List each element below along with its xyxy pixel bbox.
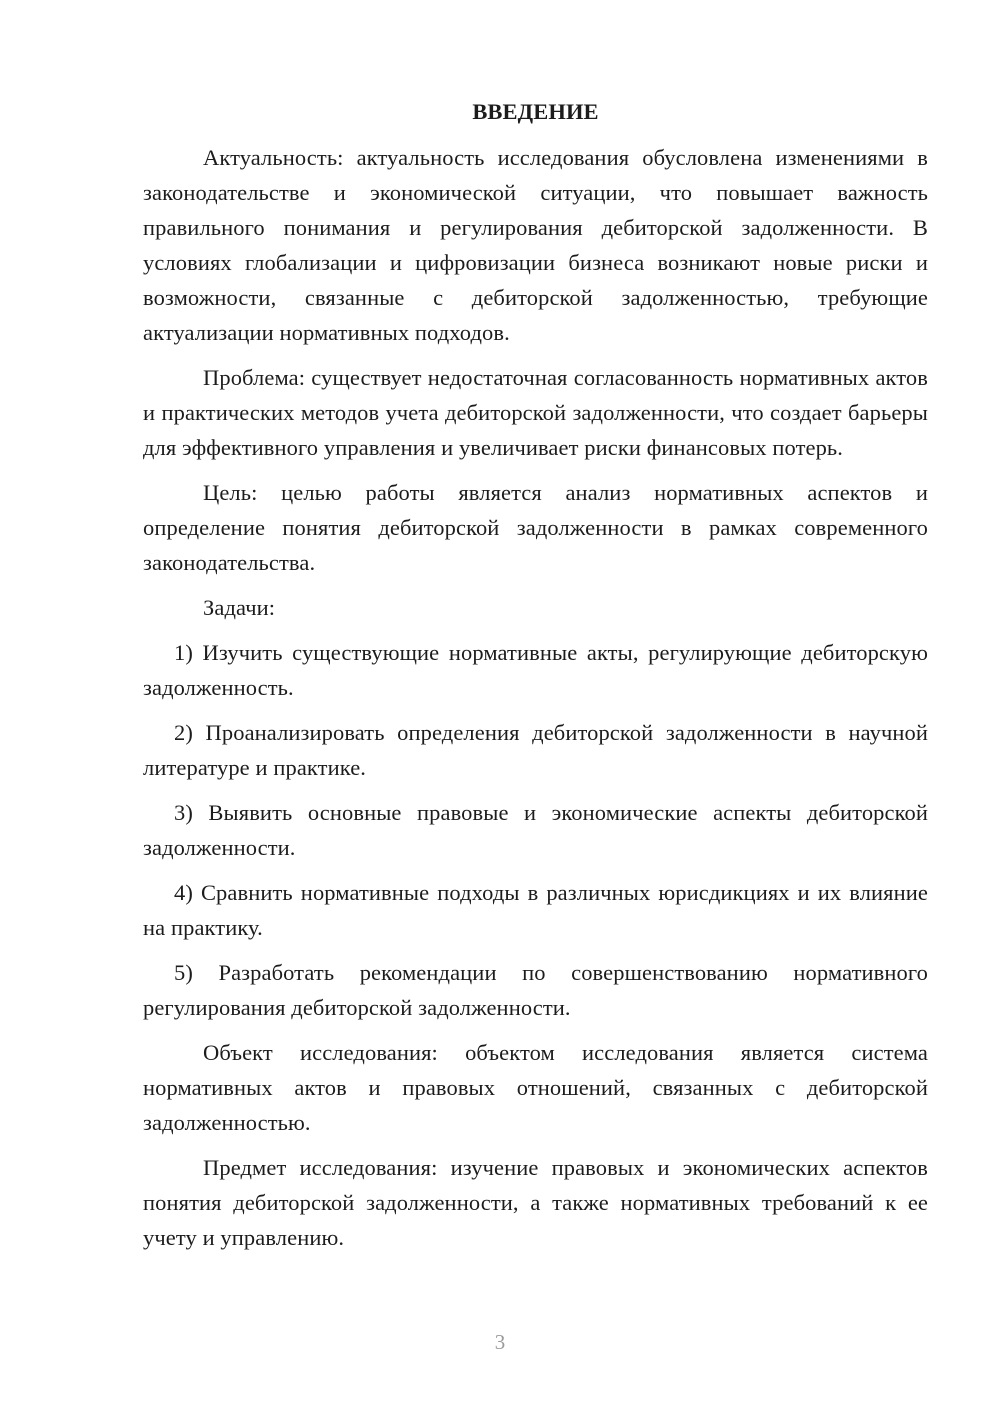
- page-number: 3: [494, 1330, 506, 1354]
- document-page: [143, 94, 928, 1265]
- task-item: 2) Проанализировать определения дебиторской задолженности в научной литературе и практике.: [143, 720, 928, 780]
- task-item: 4) Сравнить нормативные подходы в различных юрисдикциях и их влияние на практику.: [143, 880, 928, 940]
- task-item: 5) Разработать рекомендации по совершенствованию нормативного регулирования дебиторской задолженности.: [143, 960, 928, 1020]
- section-title: ВВЕДЕНИЕ: [472, 99, 599, 124]
- paragraph-goal: Цель: целью работы является анализ нормативных аспектов и определение понятия дебиторской задолженности в рамках современного законодательства.: [143, 480, 928, 575]
- paragraph-relevance: Актуальность: актуальность исследования обусловлена изменениями в законодательстве и экономической ситуации, что повышает важность правильного понимания и регулирования дебиторской задолженности. В условиях глобализации и цифровизации бизнеса возникают новые риски и возможности, связанные с дебиторской задолженностью, требующие актуализации нормативных подходов.: [143, 145, 928, 345]
- paragraph-tasks-heading: Задачи:: [203, 595, 276, 620]
- task-item: 3) Выявить основные правовые и экономические аспекты дебиторской задолженности.: [143, 800, 928, 860]
- paragraph-problem: Проблема: существует недостаточная согласованность нормативных актов и практических методов учета дебиторской задолженности, что создает барьеры для эффективного управления и увеличивает риски финансовых потерь.: [143, 365, 928, 460]
- task-item: 1) Изучить существующие нормативные акты, регулирующие дебиторскую задолженность.: [143, 640, 928, 700]
- paragraph-object: Объект исследования: объектом исследования является система нормативных актов и правовых отношений, связанных с дебиторской задолженностью.: [143, 1040, 928, 1135]
- paragraph-subject: Предмет исследования: изучение правовых и экономических аспектов понятия дебиторской задолженности, а также нормативных требований к ее учету и управлению.: [143, 1155, 928, 1250]
